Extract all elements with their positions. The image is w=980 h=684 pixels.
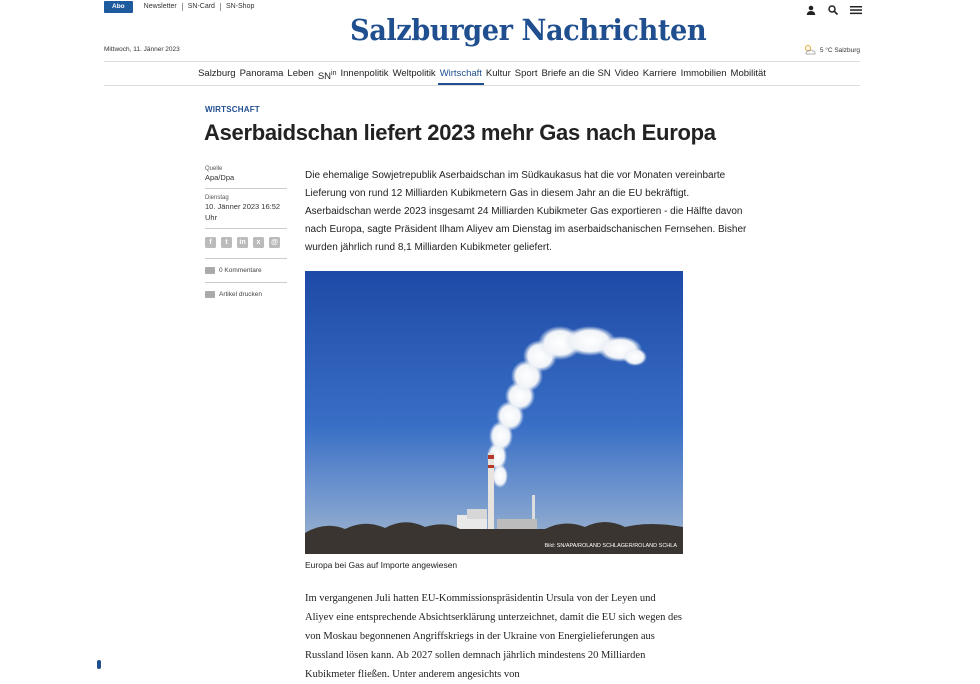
- nav-item-kultur[interactable]: Kultur: [485, 68, 511, 79]
- nav-item-salzburg[interactable]: Salzburg: [198, 68, 236, 79]
- share-buttons: [205, 235, 287, 259]
- nav-item-leben[interactable]: Leben: [287, 68, 314, 79]
- weather-widget[interactable]: [803, 44, 860, 57]
- header-icons: [806, 5, 862, 15]
- menu-icon[interactable]: [850, 5, 862, 15]
- article-kicker[interactable]: WIRTSCHAFT: [205, 105, 260, 114]
- article-lead: Die ehemalige Sowjetrepublik Aserbaidschan im Südkaukasus hat die vor Monaten vereinbarte Lieferung von rund 12 Milliarden Kubikmetern Gas in diesem Jahr an die EU bekräftigt. Aserbaidschan werde 2023 insgesamt 24 Milliarden Kubikmeter Gas exportieren - die Hälfte davon nach Europa, sagte Präsident Ilham Aliyev am Dienstag im aserbaidschanischen Fernsehen. Bisher wurden jährlich rund 8,1 Milliarden Kubikmeter geliefert.: [305, 170, 747, 253]
- day-label: Dienstag: [205, 195, 229, 201]
- site-logo[interactable]: Salzburger Nachrichten: [350, 13, 707, 47]
- article-meta: [205, 166, 287, 306]
- nav-item-sn-in[interactable]: [316, 66, 339, 85]
- sun-cloud-icon: [803, 44, 816, 57]
- nav-item-innenpolitik[interactable]: Innenpolitik: [340, 68, 389, 79]
- weather-text: 5 °C Salzburg: [819, 47, 860, 54]
- comment-icon: [205, 267, 215, 274]
- image-caption: Europa bei Gas auf Importe angewiesen: [305, 560, 458, 570]
- nav-item-sn-label: SN: [317, 71, 332, 83]
- search-icon[interactable]: [828, 5, 838, 15]
- linkedin-icon[interactable]: in: [237, 237, 248, 248]
- divider: [104, 61, 860, 62]
- nav-item-sport[interactable]: Sport: [514, 68, 538, 79]
- article-image[interactable]: [305, 271, 683, 554]
- xing-icon[interactable]: x: [253, 237, 264, 248]
- nav-item-sn-sup: in: [331, 70, 337, 77]
- nav-item-panorama[interactable]: Panorama: [239, 68, 284, 79]
- publish-datetime: 10. Jänner 2023 16:52 Uhr: [205, 201, 287, 229]
- source-label: Quelle: [205, 166, 223, 172]
- facebook-icon[interactable]: f: [205, 237, 216, 248]
- divider: [104, 85, 860, 86]
- nav-item-briefe[interactable]: Briefe an die SN: [541, 68, 611, 79]
- nav-item-wirtschaft[interactable]: Wirtschaft: [438, 66, 484, 85]
- nav-item-weltpolitik[interactable]: Weltpolitik: [392, 68, 436, 79]
- comments-link[interactable]: [205, 259, 287, 283]
- comments-label: 0 Kommentare: [219, 267, 262, 274]
- printer-icon: [205, 291, 215, 298]
- twitter-icon[interactable]: t: [221, 237, 232, 248]
- image-credit: Bild: SN/APA/ROLAND SCHLAGER/ROLAND SCHLA: [544, 543, 677, 549]
- abo-button[interactable]: Abo: [104, 1, 133, 13]
- source-value: Apa/Dpa: [205, 172, 287, 189]
- print-link[interactable]: [205, 283, 287, 306]
- nav-item-karriere[interactable]: Karriere: [642, 68, 677, 79]
- print-label: Artikel drucken: [219, 291, 262, 298]
- user-icon[interactable]: [806, 5, 816, 15]
- nav-item-video[interactable]: Video: [614, 68, 639, 79]
- nav-item-immobilien[interactable]: Immobilien: [680, 68, 727, 79]
- nav-item-mobilitaet[interactable]: Mobilität: [730, 68, 766, 79]
- sn-shop-link[interactable]: SN-Shop: [225, 2, 255, 10]
- main-nav: [104, 66, 860, 85]
- article-headline: Aserbaidschan liefert 2023 mehr Gas nach Europa: [204, 120, 716, 145]
- article-body: Im vergangenen Juli hatten EU-Kommissionspräsidentin Ursula von der Leyen und Aliyev eine entsprechende Absichtserklärung unterzeichnet, damit die EU sich wegen des von Moskau begonnenen Angriffskriegs in der Ukraine von Energielieferungen aus Russland lösen kann. Ab 2027 sollen demnach jährlich mindestens 20 Milliarden Kubikmeter fließen. Unter anderem angesichts von: [305, 593, 682, 680]
- power-plant-photo: [305, 271, 683, 554]
- current-date: Mittwoch, 11. Jänner 2023: [104, 46, 180, 53]
- email-icon[interactable]: @: [269, 237, 280, 248]
- scroll-indicator: [97, 660, 101, 669]
- newsletter-link[interactable]: Newsletter: [139, 3, 183, 11]
- top-bar: [104, 0, 259, 13]
- sn-card-link[interactable]: SN-Card: [183, 3, 221, 11]
